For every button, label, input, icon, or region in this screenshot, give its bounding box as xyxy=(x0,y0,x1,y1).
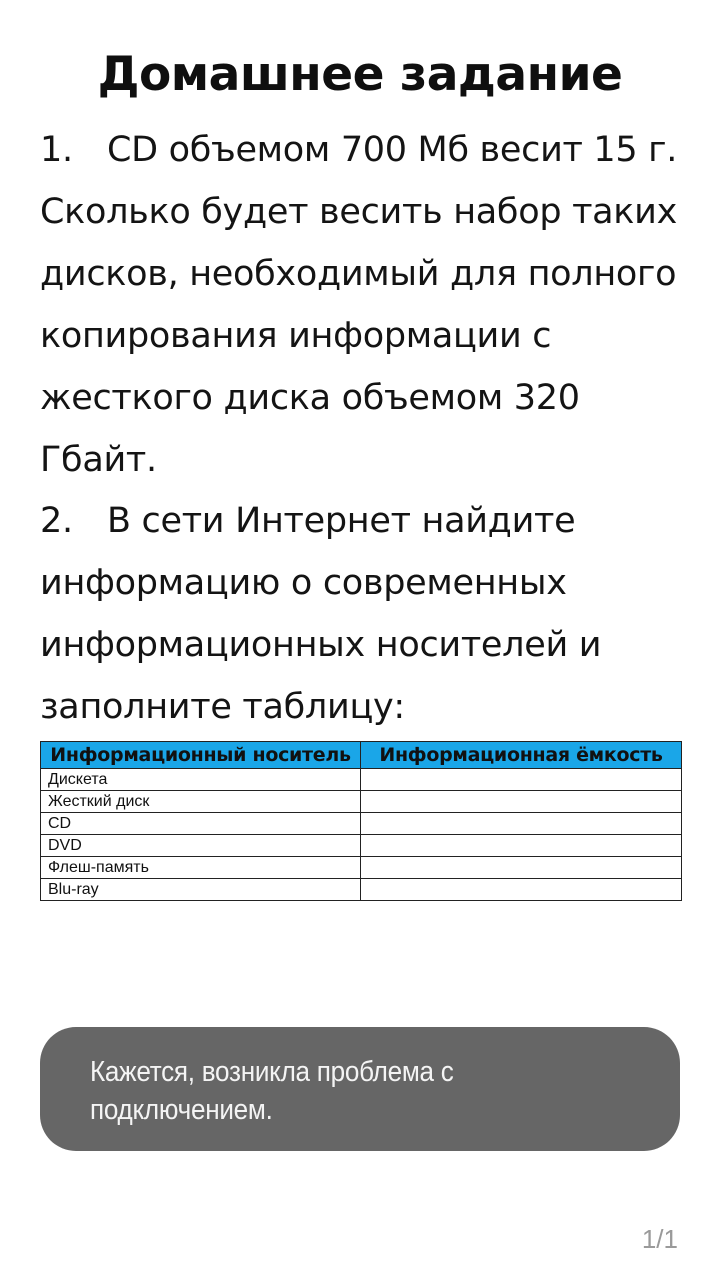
table-cell-capacity xyxy=(361,835,682,857)
toast-message: Кажется, возникла проблема с подключением. xyxy=(90,1056,454,1126)
task-1 xyxy=(40,119,690,491)
table-row xyxy=(41,857,682,879)
task-number: 2. xyxy=(40,501,73,541)
table-row xyxy=(41,879,682,901)
table-cell-capacity xyxy=(361,791,682,813)
connection-error-toast[interactable] xyxy=(40,1027,680,1151)
column-header-medium: Информационный носитель xyxy=(41,742,361,769)
column-header-capacity: Информационная ёмкость xyxy=(361,742,682,769)
table-row xyxy=(41,769,682,791)
table-cell-medium: Флеш-память xyxy=(41,857,361,879)
table-cell-medium: DVD xyxy=(41,835,361,857)
media-table xyxy=(40,741,682,901)
task-text: CD объемом 700 Мб весит 15 г. Сколько будет весить набор таких дисков, необходимый для полного копирования информации с жесткого диска объемом 320 Гбайт. xyxy=(40,130,688,480)
table-row xyxy=(41,791,682,813)
table-cell-capacity xyxy=(361,857,682,879)
table-cell-medium: CD xyxy=(41,813,361,835)
task-text: В сети Интернет найдите информацию о современных информационных носителей и заполните таблицу: xyxy=(40,501,613,727)
table-cell-capacity xyxy=(361,813,682,835)
table-cell-capacity xyxy=(361,769,682,791)
table-row xyxy=(41,813,682,835)
table-row xyxy=(41,835,682,857)
task-2 xyxy=(40,490,690,738)
page-indicator: 1/1 xyxy=(641,1224,678,1254)
page-title: Домашнее задание xyxy=(97,47,623,102)
task-number: 1. xyxy=(40,130,73,170)
table-cell-capacity xyxy=(361,879,682,901)
table-cell-medium: Blu-ray xyxy=(41,879,361,901)
table-cell-medium: Жесткий диск xyxy=(41,791,361,813)
table-header-row xyxy=(41,742,682,769)
table-cell-medium: Дискета xyxy=(41,769,361,791)
